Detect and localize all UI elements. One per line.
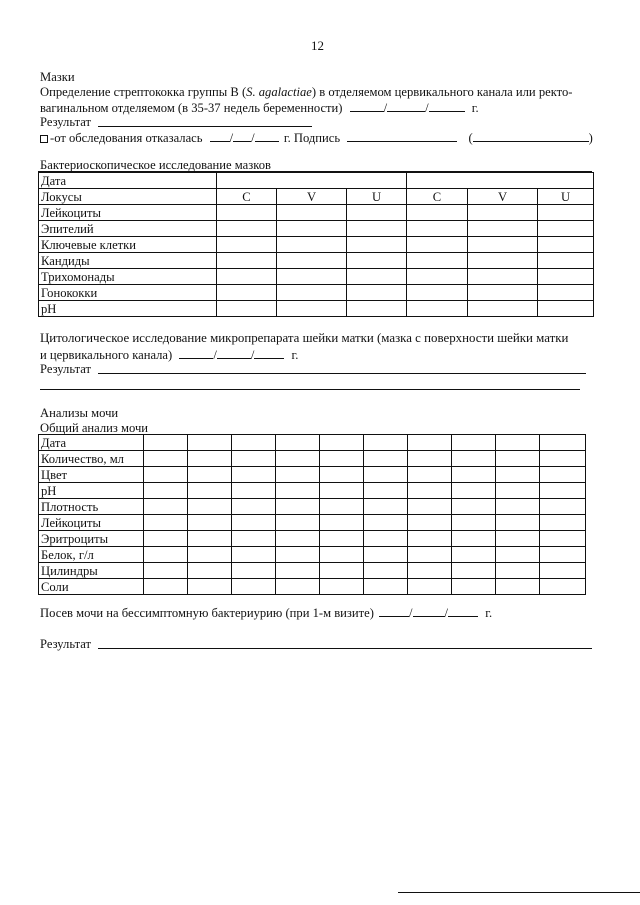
cell[interactable] xyxy=(232,467,276,483)
cell[interactable] xyxy=(276,467,320,483)
footer-rule xyxy=(398,892,640,893)
cell[interactable] xyxy=(277,253,347,269)
gbs-species: S. agalactiae xyxy=(246,85,312,99)
row-label: Плотность xyxy=(39,499,144,515)
cell[interactable] xyxy=(452,515,496,531)
cell[interactable] xyxy=(188,579,232,595)
cell[interactable] xyxy=(468,301,538,317)
cell[interactable] xyxy=(276,579,320,595)
cell[interactable] xyxy=(408,515,452,531)
cyto-day-blank[interactable] xyxy=(179,347,213,359)
cell[interactable] xyxy=(320,531,364,547)
signature-blank[interactable] xyxy=(347,130,457,142)
cell[interactable] xyxy=(538,253,594,269)
cell[interactable] xyxy=(468,269,538,285)
cell[interactable] xyxy=(320,515,364,531)
cell[interactable] xyxy=(320,499,364,515)
cell[interactable] xyxy=(538,301,594,317)
row-label: Лейкоциты xyxy=(39,205,217,221)
bacterio-date-cell[interactable] xyxy=(217,173,407,189)
cyto-result-blank-2[interactable] xyxy=(40,389,580,390)
row-label: Цилиндры xyxy=(39,563,144,579)
cell[interactable] xyxy=(408,483,452,499)
gbs-date-day-blank[interactable] xyxy=(350,100,384,112)
cell[interactable] xyxy=(144,547,188,563)
cell[interactable] xyxy=(364,451,408,467)
urine-table xyxy=(38,434,586,595)
cell[interactable] xyxy=(408,579,452,595)
cell[interactable] xyxy=(277,205,347,221)
cell[interactable] xyxy=(188,499,232,515)
table-row xyxy=(39,451,586,467)
cell[interactable] xyxy=(232,547,276,563)
cell[interactable] xyxy=(276,563,320,579)
cell[interactable] xyxy=(232,579,276,595)
table-row xyxy=(39,467,586,483)
cell[interactable] xyxy=(540,467,586,483)
cell[interactable] xyxy=(407,285,468,301)
row-label: Соли xyxy=(39,579,144,595)
cell[interactable] xyxy=(232,563,276,579)
cell[interactable] xyxy=(408,531,452,547)
culture-month-blank[interactable] xyxy=(413,605,445,617)
cell[interactable] xyxy=(217,221,277,237)
cell[interactable] xyxy=(188,531,232,547)
culture-result-label: Результат xyxy=(40,637,92,651)
cell[interactable] xyxy=(540,579,586,595)
signature-name-blank[interactable] xyxy=(473,130,589,142)
table-row xyxy=(39,563,586,579)
gbs-text-c: вагинальном отделяемом (в 35-37 недель беременности) xyxy=(40,101,343,115)
cell[interactable] xyxy=(452,467,496,483)
cell[interactable] xyxy=(188,435,232,451)
cell[interactable] xyxy=(540,435,586,451)
cell[interactable] xyxy=(540,531,586,547)
locus-header: U xyxy=(347,189,407,205)
row-label: Дата xyxy=(39,435,144,451)
cell[interactable] xyxy=(217,205,277,221)
cell[interactable] xyxy=(408,563,452,579)
cell[interactable] xyxy=(452,563,496,579)
refused-day-blank[interactable] xyxy=(210,130,230,142)
cell[interactable] xyxy=(538,237,594,253)
cell[interactable] xyxy=(320,563,364,579)
cell[interactable] xyxy=(496,547,540,563)
row-label: pH xyxy=(39,483,144,499)
cell[interactable] xyxy=(364,579,408,595)
cell[interactable] xyxy=(452,451,496,467)
cell[interactable] xyxy=(217,285,277,301)
cell[interactable] xyxy=(320,579,364,595)
gbs-date-month-blank[interactable] xyxy=(387,100,425,112)
cell[interactable] xyxy=(217,269,277,285)
gbs-text-line2: вагинальном отделяемом (в 35-37 недель беременности) / / г. xyxy=(40,101,479,115)
smears-heading: Мазки xyxy=(40,70,75,84)
cell[interactable] xyxy=(538,221,594,237)
cell[interactable] xyxy=(452,547,496,563)
cell[interactable] xyxy=(188,515,232,531)
cell[interactable] xyxy=(364,499,408,515)
cell[interactable] xyxy=(468,221,538,237)
cell[interactable] xyxy=(217,301,277,317)
cell[interactable] xyxy=(347,301,407,317)
cyto-line1: Цитологическое исследование микропрепарата шейки матки (мазка с поверхности шейки матки xyxy=(40,331,569,345)
cell[interactable] xyxy=(408,499,452,515)
cell[interactable] xyxy=(364,515,408,531)
table-row xyxy=(39,269,594,285)
cell[interactable] xyxy=(468,205,538,221)
locus-header: U xyxy=(538,189,594,205)
cell[interactable] xyxy=(188,547,232,563)
cell[interactable] xyxy=(144,579,188,595)
cyto-month-blank[interactable] xyxy=(217,347,251,359)
cell[interactable] xyxy=(232,451,276,467)
cell[interactable] xyxy=(232,435,276,451)
table-row xyxy=(39,435,586,451)
table-row xyxy=(39,499,586,515)
cell[interactable] xyxy=(364,467,408,483)
culture-line: Посев мочи на бессимптомную бактериурию (при 1-м визите) / / г. xyxy=(40,606,493,620)
cell[interactable] xyxy=(188,483,232,499)
cell[interactable] xyxy=(407,205,468,221)
cell[interactable] xyxy=(408,467,452,483)
cell[interactable] xyxy=(540,451,586,467)
cyto-year-suffix: г. xyxy=(291,348,299,362)
cell[interactable] xyxy=(347,269,407,285)
cell[interactable] xyxy=(320,483,364,499)
row-label: Цвет xyxy=(39,467,144,483)
gbs-year-suffix: г. xyxy=(471,101,479,115)
table-row xyxy=(39,547,586,563)
culture-result-blank[interactable] xyxy=(98,648,592,649)
cell[interactable] xyxy=(540,515,586,531)
cell[interactable] xyxy=(408,435,452,451)
cell[interactable] xyxy=(468,285,538,301)
cell[interactable] xyxy=(144,499,188,515)
culture-day-blank[interactable] xyxy=(379,605,409,617)
cell[interactable] xyxy=(347,237,407,253)
table-row xyxy=(39,579,586,595)
cell[interactable] xyxy=(188,563,232,579)
cell[interactable] xyxy=(144,483,188,499)
cyto-text: и цервикального канала) xyxy=(40,348,173,362)
urine-subheading: Общий анализ мочи xyxy=(40,421,149,435)
cell[interactable] xyxy=(347,205,407,221)
table-row xyxy=(39,301,594,317)
cell[interactable] xyxy=(364,531,408,547)
cell[interactable] xyxy=(364,435,408,451)
gbs-date-year-blank[interactable] xyxy=(429,100,465,112)
cell[interactable] xyxy=(496,483,540,499)
paren-close: ) xyxy=(588,131,593,145)
cell[interactable] xyxy=(276,531,320,547)
cell[interactable] xyxy=(347,221,407,237)
cell[interactable] xyxy=(540,499,586,515)
urine-table-body xyxy=(39,435,586,595)
cell[interactable] xyxy=(347,253,407,269)
table-row xyxy=(39,237,594,253)
cell[interactable] xyxy=(144,467,188,483)
bacterio-date-row xyxy=(39,173,594,189)
row-label: Эритроциты xyxy=(39,531,144,547)
table-row xyxy=(39,515,586,531)
row-label: Лейкоциты xyxy=(39,515,144,531)
refused-year-blank[interactable] xyxy=(255,130,279,142)
signature-label: г. Подпись xyxy=(283,131,341,145)
cell[interactable] xyxy=(276,499,320,515)
urine-heading: Анализы мочи xyxy=(40,406,119,420)
cell[interactable] xyxy=(364,563,408,579)
cell[interactable] xyxy=(277,221,347,237)
gbs-text-line1 xyxy=(40,85,572,100)
locus-header: C xyxy=(217,189,277,205)
cell[interactable] xyxy=(232,531,276,547)
locus-header: V xyxy=(468,189,538,205)
cyto-result-blank[interactable] xyxy=(98,373,586,374)
table-row xyxy=(39,205,594,221)
cyto-result-label: Результат xyxy=(40,362,92,376)
refused-month-blank[interactable] xyxy=(233,130,251,142)
cell[interactable] xyxy=(347,285,407,301)
cell[interactable] xyxy=(217,253,277,269)
gbs-result-label: Результат xyxy=(40,115,92,129)
paren-open: ( xyxy=(468,131,473,145)
cell[interactable] xyxy=(144,563,188,579)
table-row xyxy=(39,253,594,269)
cell[interactable] xyxy=(538,269,594,285)
cell[interactable] xyxy=(276,515,320,531)
cyto-line2: и цервикального канала) / / г. xyxy=(40,348,299,362)
cell[interactable] xyxy=(452,483,496,499)
table-row xyxy=(39,285,594,301)
culture-year-suffix: г. xyxy=(485,606,493,620)
cell[interactable] xyxy=(277,237,347,253)
cell[interactable] xyxy=(452,499,496,515)
cell[interactable] xyxy=(407,269,468,285)
cell[interactable] xyxy=(188,467,232,483)
cell[interactable] xyxy=(320,467,364,483)
cell[interactable] xyxy=(540,547,586,563)
cell[interactable] xyxy=(276,451,320,467)
row-label: Гонококки xyxy=(39,285,217,301)
bacterio-date-label: Дата xyxy=(39,173,217,189)
row-label: Трихомонады xyxy=(39,269,217,285)
cell[interactable] xyxy=(452,531,496,547)
cell[interactable] xyxy=(276,547,320,563)
cell[interactable] xyxy=(144,435,188,451)
cell[interactable] xyxy=(452,579,496,595)
page-number: 12 xyxy=(311,38,324,53)
cell[interactable] xyxy=(144,531,188,547)
cell[interactable] xyxy=(496,515,540,531)
cell[interactable] xyxy=(276,435,320,451)
bacterio-locus-label: Локусы xyxy=(39,189,217,205)
cell[interactable] xyxy=(277,301,347,317)
cell[interactable] xyxy=(364,547,408,563)
cell[interactable] xyxy=(320,547,364,563)
refused-checkbox[interactable] xyxy=(40,135,48,143)
bacterio-date-cell[interactable] xyxy=(407,173,594,189)
table-row xyxy=(39,531,586,547)
cyto-year-blank[interactable] xyxy=(254,347,284,359)
cell[interactable] xyxy=(407,253,468,269)
cell[interactable] xyxy=(232,499,276,515)
culture-year-blank[interactable] xyxy=(448,605,478,617)
cell[interactable] xyxy=(468,237,538,253)
cell[interactable] xyxy=(320,451,364,467)
cell[interactable] xyxy=(277,285,347,301)
row-label: Эпителий xyxy=(39,221,217,237)
cell[interactable] xyxy=(408,451,452,467)
cell[interactable] xyxy=(276,483,320,499)
row-label: Ключевые клетки xyxy=(39,237,217,253)
row-label: Количество, мл xyxy=(39,451,144,467)
cell[interactable] xyxy=(452,435,496,451)
gbs-text-a: Определение стрептококка группы В ( xyxy=(40,85,247,99)
cell[interactable] xyxy=(232,515,276,531)
row-label: Кандиды xyxy=(39,253,217,269)
cell[interactable] xyxy=(232,483,276,499)
culture-label: Посев мочи на бессимптомную бактериурию (при 1-м визите) xyxy=(40,606,374,620)
cell[interactable] xyxy=(407,221,468,237)
cell[interactable] xyxy=(540,483,586,499)
row-label: Белок, г/л xyxy=(39,547,144,563)
cell[interactable] xyxy=(144,515,188,531)
cell[interactable] xyxy=(496,499,540,515)
locus-header: V xyxy=(277,189,347,205)
table-row xyxy=(39,221,594,237)
cell[interactable] xyxy=(144,451,188,467)
cell[interactable] xyxy=(496,531,540,547)
cell[interactable] xyxy=(217,237,277,253)
cell[interactable] xyxy=(364,483,408,499)
cell[interactable] xyxy=(496,451,540,467)
refused-line: -от обследования отказалась / / г. Подпись ( ) xyxy=(40,130,593,146)
bacterio-table xyxy=(38,172,594,317)
cell[interactable] xyxy=(468,253,538,269)
cell[interactable] xyxy=(188,451,232,467)
cell[interactable] xyxy=(277,269,347,285)
cell[interactable] xyxy=(407,237,468,253)
gbs-text-b: ) в отделяемом цервикального канала или ректо- xyxy=(311,85,573,99)
bacterio-locus-row xyxy=(39,189,594,205)
cell[interactable] xyxy=(540,563,586,579)
bacterio-title: Бактериоскопическое исследование мазков xyxy=(40,158,271,172)
refused-label: -от обследования отказалась xyxy=(50,131,203,145)
cell[interactable] xyxy=(496,435,540,451)
gbs-result-blank[interactable] xyxy=(98,126,312,127)
locus-header: C xyxy=(407,189,468,205)
cell[interactable] xyxy=(408,547,452,563)
row-label: pH xyxy=(39,301,217,317)
table-row xyxy=(39,483,586,499)
cell[interactable] xyxy=(496,563,540,579)
cell[interactable] xyxy=(496,467,540,483)
cell[interactable] xyxy=(496,579,540,595)
cell[interactable] xyxy=(407,301,468,317)
cell[interactable] xyxy=(320,435,364,451)
cell[interactable] xyxy=(538,205,594,221)
cell[interactable] xyxy=(538,285,594,301)
